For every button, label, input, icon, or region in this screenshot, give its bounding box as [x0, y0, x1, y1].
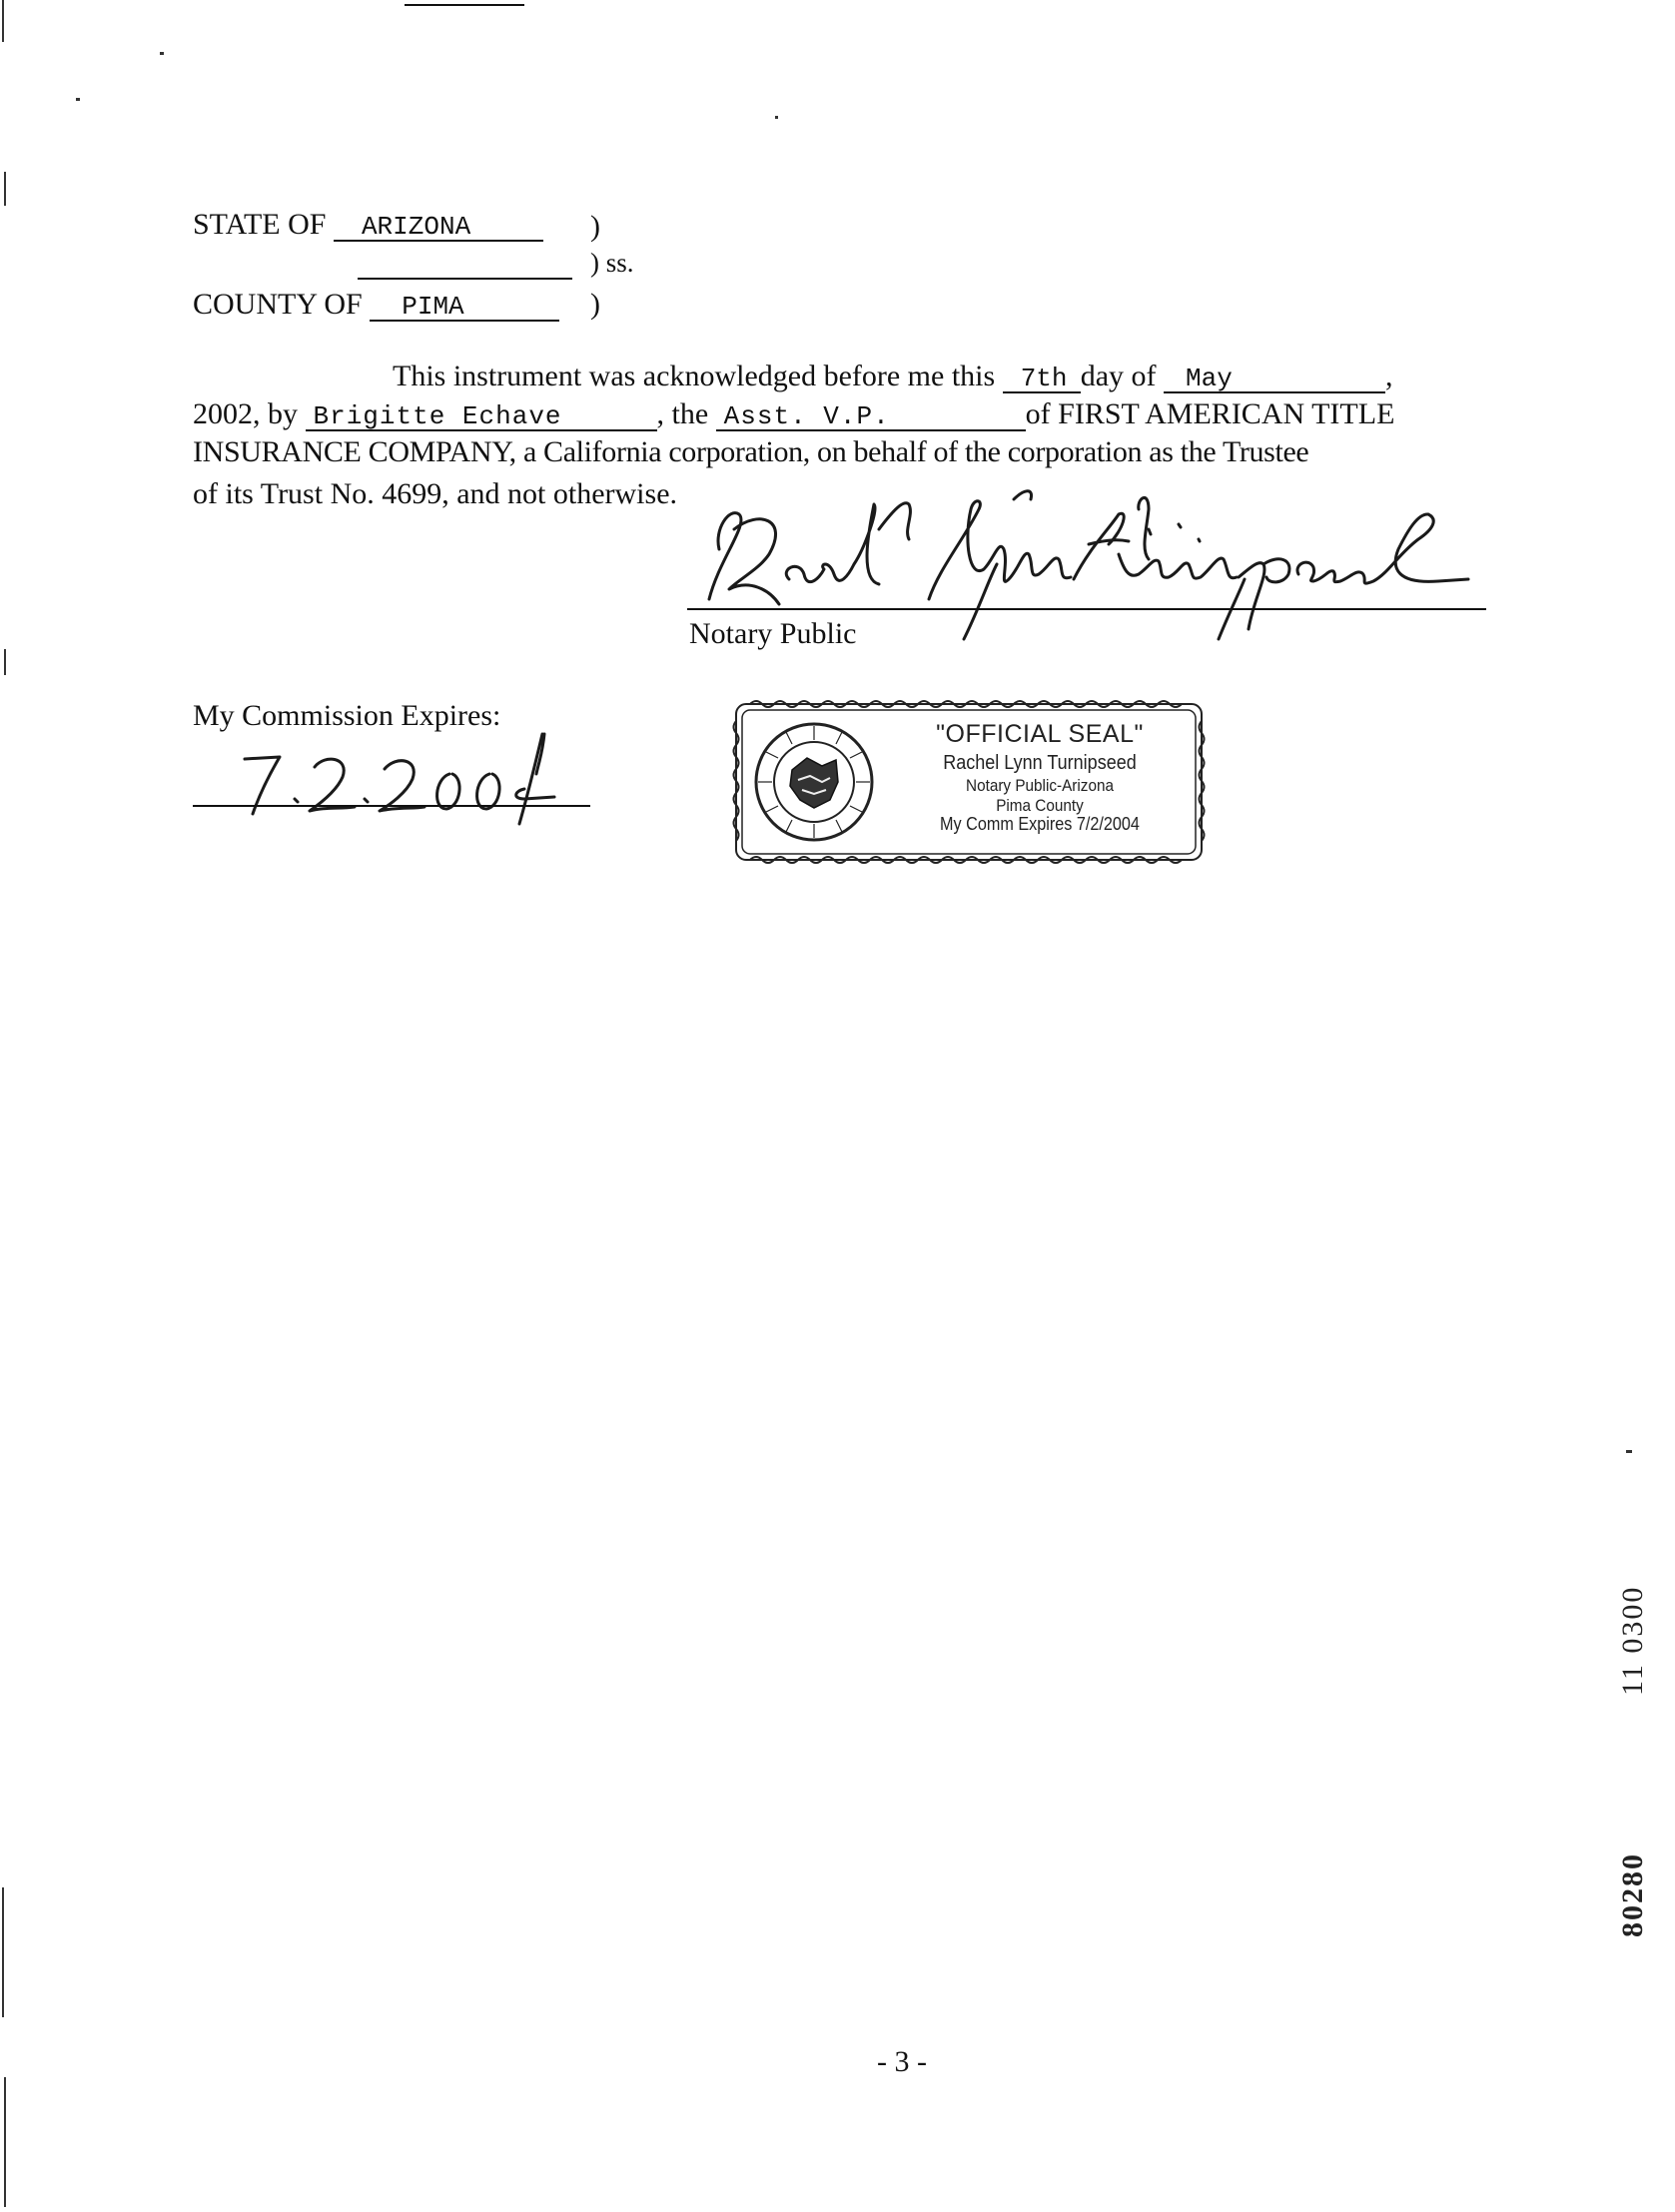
ack-of-company: of FIRST AMERICAN TITLE: [1025, 397, 1395, 430]
commission-date-handwritten: [225, 719, 584, 829]
margin-mark: [2, 1887, 4, 2017]
ack-day: 7th: [1003, 366, 1081, 393]
state-seal-emblem: [752, 720, 876, 844]
commission-date-line: [193, 805, 590, 807]
margin-mark: [4, 2077, 6, 2207]
county-label: COUNTY OF: [193, 288, 363, 321]
notary-public-label: Notary Public: [689, 617, 857, 650]
ack-comma: ,: [1385, 360, 1393, 392]
seal-name: Rachel Lynn Turnipseed: [943, 752, 1137, 774]
margin-mark: [4, 172, 6, 206]
state-value: ARIZONA: [334, 214, 543, 242]
ack-the: , the: [656, 397, 709, 430]
notary-signature-line: [687, 608, 1486, 610]
county-paren: ): [590, 288, 600, 321]
seal-heading: "OFFICIAL SEAL": [936, 720, 1144, 748]
state-label: STATE OF: [193, 208, 327, 241]
venue-blank-line: [358, 278, 572, 280]
ack-year-by: 2002, by: [193, 397, 298, 430]
margin-mark: [2, 0, 4, 42]
county-value: PIMA: [370, 294, 559, 322]
seal-notary-state: Notary Public-Arizona: [966, 776, 1114, 795]
margin-mark: [4, 649, 6, 675]
top-scan-mark: [405, 4, 524, 6]
ack-person: Brigitte Echave: [306, 403, 657, 431]
notary-signature: [679, 469, 1478, 689]
ack-month: May: [1164, 366, 1385, 393]
ss-marker: ) ss.: [590, 248, 634, 278]
state-line: [193, 210, 543, 242]
ack-title: Asst. V.P.: [716, 403, 1026, 431]
ack-day-of: day of: [1080, 360, 1157, 392]
state-paren: ): [590, 210, 600, 243]
ack-line-1: [393, 362, 1393, 393]
ack-line-3: INSURANCE COMPANY, a California corporation, on behalf of the corporation as the Trustee: [193, 435, 1309, 468]
seal-county: Pima County: [996, 796, 1084, 815]
scan-dot: [1626, 1450, 1632, 1453]
official-seal-stamp: [730, 696, 1208, 868]
side-stamp-top: 11 0300: [1616, 1586, 1649, 1697]
scan-dot: [160, 52, 164, 55]
side-stamp-bottom: 80280: [1616, 1852, 1649, 1937]
ack-intro: This instrument was acknowledged before me this: [393, 360, 996, 392]
county-line: [193, 290, 559, 322]
page-number: - 3 -: [877, 2045, 927, 2078]
scan-dot: [775, 116, 778, 119]
commission-label: My Commission Expires:: [193, 699, 501, 732]
seal-expiration: My Comm Expires 7/2/2004: [940, 814, 1140, 834]
scan-dot: [76, 98, 80, 101]
ack-line-4: of its Trust No. 4699, and not otherwise.: [193, 477, 678, 510]
ack-line-2: [193, 399, 1394, 431]
